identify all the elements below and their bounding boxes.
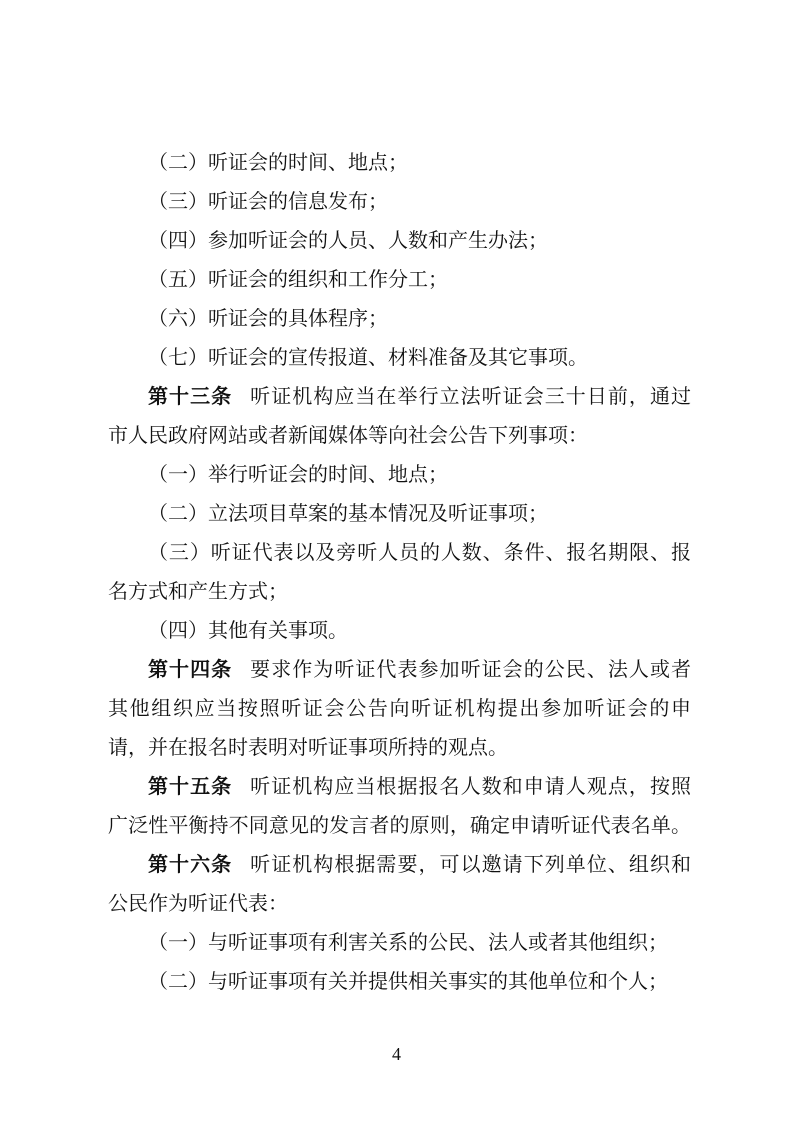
- article-15-text-1: 听证机构应当根据报名人数和申请人观点，按照: [250, 774, 692, 798]
- article-13-text-2: 市人民政府网站或者新闻媒体等向社会公告下列事项：: [108, 423, 588, 447]
- article-15-heading: 第十五条: [148, 774, 233, 798]
- article-14-heading: 第十四条: [148, 657, 233, 681]
- article-13-item-4: （四）其他有关事项。: [148, 618, 348, 642]
- list-item-participants: （四）参加听证会的人员、人数和产生办法；: [148, 228, 548, 252]
- article-14-text-2: 其他组织应当按照听证会公告向听证机构提出参加听证会的申: [108, 696, 691, 720]
- article-13-first-line: [148, 382, 691, 410]
- article-16-first-line: [148, 850, 691, 878]
- article-13-text-1: 听证机构应当在举行立法听证会三十日前，通过: [250, 384, 692, 408]
- list-item-publicity: （七）听证会的宣传报道、材料准备及其它事项。: [148, 345, 588, 369]
- article-16-item-2: （二）与听证事项有关并提供相关事实的其他单位和个人；: [148, 969, 668, 993]
- article-13-heading: 第十三条: [148, 384, 233, 408]
- article-14-first-line: [148, 655, 691, 683]
- article-14-text-3: 请，并在报名时表明对听证事项所持的观点。: [108, 735, 508, 759]
- article-16-heading: 第十六条: [148, 852, 233, 876]
- article-14-text-1: 要求作为听证代表参加听证会的公民、法人或者: [250, 657, 692, 681]
- article-16-item-1: （一）与听证事项有利害关系的公民、法人或者其他组织；: [148, 930, 668, 954]
- article-13-item-2: （二）立法项目草案的基本情况及听证事项；: [148, 501, 548, 525]
- list-item-organization: （五）听证会的组织和工作分工；: [148, 267, 448, 291]
- article-16-text-2: 公民作为听证代表：: [108, 891, 288, 915]
- article-15-first-line: [148, 772, 691, 800]
- list-item-info-release: （三）听证会的信息发布；: [148, 189, 388, 213]
- list-item-procedure: （六）听证会的具体程序；: [148, 306, 388, 330]
- article-13-item-3-line-2: 名方式和产生方式；: [108, 579, 288, 603]
- article-15-text-2: 广泛性平衡持不同意见的发言者的原则，确定申请听证代表名单。: [108, 813, 691, 837]
- article-13-item-1: （一）举行听证会的时间、地点；: [148, 462, 448, 486]
- article-13-item-3-line-1: （三）听证代表以及旁听人员的人数、条件、报名期限、报: [148, 540, 691, 564]
- list-item-hearing-time-place: （二）听证会的时间、地点；: [148, 150, 408, 174]
- page-number: 4: [392, 1044, 401, 1064]
- article-16-text-1: 听证机构根据需要，可以邀请下列单位、组织和: [250, 852, 692, 876]
